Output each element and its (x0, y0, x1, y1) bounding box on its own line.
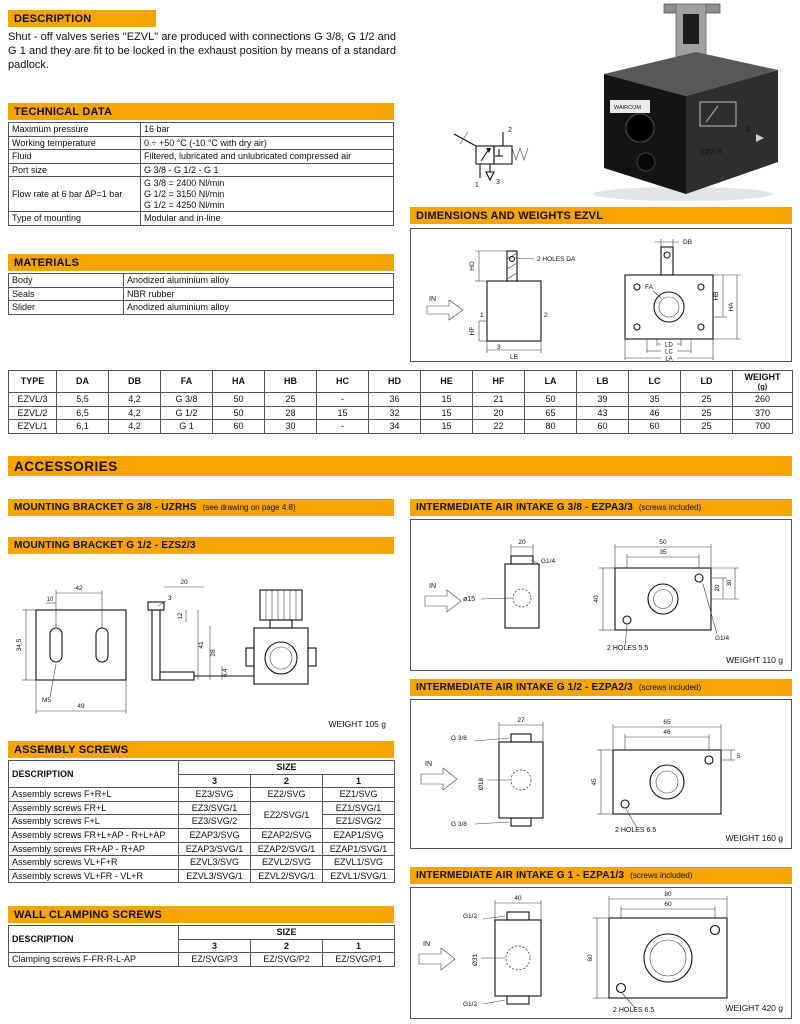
ezpa1-drawing-svg (411, 888, 791, 1018)
cell: 22 (473, 420, 525, 434)
cell: 36 (369, 393, 421, 407)
col-ha: HA (213, 371, 265, 393)
dim-label-5: 5 (737, 754, 741, 760)
cell: 4,2 (109, 406, 161, 420)
cell: 6,5 (57, 406, 109, 420)
front-view (615, 568, 711, 630)
thread-label-g38-top: G 3/8 (451, 735, 467, 742)
ezpa1-drawing (410, 887, 792, 1019)
table-row (9, 829, 395, 843)
ezvl-drawing-svg (411, 229, 791, 361)
col-he: HE (421, 371, 473, 393)
cell: 65 (525, 406, 577, 420)
size-2: 2 (251, 939, 323, 953)
row-label: Type of mounting (9, 212, 141, 226)
size-2: 2 (251, 774, 323, 788)
assembly-screws-table (8, 760, 395, 883)
cell: 80 (525, 420, 577, 434)
in-arrow (419, 948, 455, 970)
holes-label: 2 HOLES 5.5 (607, 645, 649, 652)
cell: Assembly screws F+L (9, 815, 179, 829)
ezpa3-drawing-svg (411, 520, 791, 670)
table-row (9, 420, 793, 434)
dim-label-49: 49 (77, 703, 85, 710)
dim-label-m5: M5 (42, 697, 52, 704)
table-row (9, 123, 394, 137)
cell: 15 (421, 420, 473, 434)
cell: G 1/2 (161, 406, 213, 420)
dim-label-la: LA (665, 356, 673, 361)
table-row (9, 150, 394, 164)
cell: 700 (733, 420, 793, 434)
ezpa2-weight: WEIGHT 160 g (725, 833, 783, 843)
cell: 25 (681, 420, 733, 434)
ezpa2-note: (screws included) (638, 683, 702, 692)
cell: EZ1/SVG/2 (323, 815, 395, 829)
col-description: DESCRIPTION (9, 926, 179, 953)
thread-label-g14-bottom: G1/4 (715, 635, 730, 642)
bracket12-header (8, 537, 394, 554)
dim-label-db: DB (683, 239, 693, 246)
dim-label-lb: LB (510, 354, 518, 361)
side-view (487, 251, 541, 341)
table-row (9, 953, 395, 967)
valve-product-photo (548, 2, 793, 207)
dimensions-header (410, 207, 792, 224)
dim-label-hd: HD (469, 261, 476, 271)
cell: Assembly screws F+R+L (9, 788, 179, 802)
in-label: IN (429, 296, 436, 303)
dim-label-o31: Ø31 (472, 953, 479, 967)
row-label: Maximum pressure (9, 123, 141, 137)
in-label: IN (429, 583, 436, 590)
row-value (141, 177, 394, 212)
assembly-screws-title: ASSEMBLY SCREWS (14, 743, 129, 756)
dim-label-o15: ø15 (463, 596, 476, 603)
in-label: IN (423, 941, 430, 948)
cell: 60 (629, 420, 681, 434)
description-title: DESCRIPTION (14, 12, 92, 25)
in-arrow (425, 590, 461, 612)
dim-label-40: 40 (514, 895, 522, 902)
port-3-label: 3 (496, 179, 500, 186)
table-row (9, 393, 793, 407)
cell: EZVL1/SVG/1 (323, 869, 395, 883)
col-hc: HC (317, 371, 369, 393)
header-row (9, 371, 793, 393)
thread-label-g38-bottom: G 3/8 (451, 821, 467, 828)
flow-line-1: G 3/8 = 2400 Nl/min (144, 178, 225, 189)
cell: EZVL/1 (9, 420, 57, 434)
cell: 46 (629, 406, 681, 420)
front-view (609, 918, 727, 998)
dim-label-345: 34,5 (16, 638, 23, 652)
cell: 5,5 (57, 393, 109, 407)
col-description: DESCRIPTION (9, 761, 179, 788)
materials-header (8, 254, 394, 271)
row-value: Filtered, lubricated and unlubricated compressed air (141, 150, 394, 164)
dim-label-35: 35 (659, 549, 667, 556)
table-row (9, 177, 394, 212)
cell: 15 (421, 406, 473, 420)
ezpa2-header (410, 679, 792, 696)
cell: EZ/SVG/P3 (179, 953, 251, 967)
port-hole-small (637, 153, 655, 171)
port-3-label: 3 (497, 344, 501, 351)
cell: 4,2 (109, 420, 161, 434)
description-body: Shut - off valves series "EZVL" are produced with connections G 3/8, G 1/2 and G 1 and they are fit to be locked in the exhaust position by means of a standard padlock. (8, 31, 396, 71)
cell: 35 (629, 393, 681, 407)
cell: 6,1 (57, 420, 109, 434)
cell: 32 (369, 406, 421, 420)
cell: 50 (525, 393, 577, 407)
cell: EZ2/SVG (251, 788, 323, 802)
model-marking: EZVL3 (700, 149, 722, 156)
header-row (9, 926, 395, 940)
ezpa3-note: (screws included) (638, 503, 702, 512)
row-value: Anodized aluminium alloy (124, 301, 394, 315)
row-value: 0 ÷ +50 °C (-10 °C with dry air) (141, 136, 394, 150)
bracket-front-view (36, 610, 126, 680)
technical-data-table (8, 122, 394, 226)
port-1-label: 1 (480, 312, 484, 319)
table-row (9, 406, 793, 420)
cell: Assembly screws FR+AP - R+AP (9, 842, 179, 856)
col-da: DA (57, 371, 109, 393)
ezpa1-title: INTERMEDIATE AIR INTAKE G 1 - EZPA1/3 (416, 870, 625, 881)
ezvl-dimensions-drawing (410, 228, 792, 362)
in-arrow (421, 768, 457, 790)
cell: EZ3/SVG/2 (179, 815, 251, 829)
cell: EZVL/2 (9, 406, 57, 420)
cell: EZVL3/SVG/1 (179, 869, 251, 883)
row-label: Working temperature (9, 136, 141, 150)
dim-label-20: 20 (518, 539, 526, 546)
cell: 50 (213, 393, 265, 407)
cell: EZ1/SVG (323, 788, 395, 802)
table-row (9, 788, 395, 802)
cell: G 3/8 (161, 393, 213, 407)
cell: 50 (213, 406, 265, 420)
dim-label-46: 46 (663, 729, 671, 736)
cell: 15 (317, 406, 369, 420)
size-1: 1 (323, 774, 395, 788)
cell: EZAP2/SVG/1 (251, 842, 323, 856)
ezpa3-header (410, 499, 792, 516)
port-1-label: 1 (475, 182, 479, 189)
cell: EZAP1/SVG (323, 829, 395, 843)
cell: 60 (213, 420, 265, 434)
cell: EZ/SVG/P1 (323, 953, 395, 967)
row-value: Modular and in-line (141, 212, 394, 226)
col-hb: HB (265, 371, 317, 393)
cell: 39 (577, 393, 629, 407)
materials-title: MATERIALS (14, 256, 80, 269)
dim-label-3: 3 (168, 595, 172, 602)
dim-label-hf: HF (469, 326, 476, 336)
ezpa1-note: (screws included) (630, 871, 693, 880)
table-row (9, 842, 395, 856)
cell: 25 (265, 393, 317, 407)
col-hf: HF (473, 371, 525, 393)
ezpa3-title: INTERMEDIATE AIR INTAKE G 3/8 - EZPA3/3 (416, 502, 633, 513)
dim-label-fa: FA (645, 284, 653, 291)
accessories-title: ACCESSORIES (14, 458, 118, 474)
thread-label-g12-top: G1/2 (463, 913, 478, 920)
cell: Assembly screws VL+FR - VL+R (9, 869, 179, 883)
col-weight: WEIGHT (g) (733, 371, 793, 393)
dim-label-ha: HA (728, 302, 735, 312)
dim-label-28: 28 (210, 649, 217, 657)
dim-label-12: 12 (178, 612, 184, 620)
dim-label-50: 50 (659, 539, 667, 546)
ezpa3-weight: WEIGHT 110 g (726, 655, 783, 665)
table-row (9, 212, 394, 226)
wall-clamping-header (8, 906, 394, 923)
front-view (613, 750, 721, 814)
row-label: Port size (9, 163, 141, 177)
dimensions-table (8, 370, 793, 434)
col-db: DB (109, 371, 161, 393)
cell: 20 (473, 406, 525, 420)
in-arrow (427, 300, 463, 320)
ezpa2-title: INTERMEDIATE AIR INTAKE G 1/2 - EZPA2/3 (416, 682, 633, 693)
bracket-side-view (148, 602, 194, 680)
cell: EZ1/SVG/1 (323, 801, 395, 815)
dim-label-20: 20 (180, 579, 188, 586)
cell: 60 (577, 420, 629, 434)
front-view (625, 247, 713, 339)
cell: 4,2 (109, 393, 161, 407)
cell: Assembly screws VL+F+R (9, 856, 179, 870)
row-label: Body (9, 274, 124, 288)
ezpa1-weight: WEIGHT 420 g (725, 1003, 783, 1013)
table-row (9, 869, 395, 883)
description-header (8, 10, 156, 27)
row-value: 16 bar (141, 123, 394, 137)
cell: Assembly screws FR+L+AP - R+L+AP (9, 829, 179, 843)
dim-label-60: 60 (664, 901, 672, 908)
materials-table (8, 273, 394, 315)
cell: EZAP3/SVG/1 (179, 842, 251, 856)
bracket38-title: MOUNTING BRACKET G 3/8 - UZRHS (14, 502, 197, 513)
cell: EZAP1/SVG/1 (323, 842, 395, 856)
ezpa1-header (410, 867, 792, 884)
regulator-drawing (194, 590, 316, 684)
cell: 34 (369, 420, 421, 434)
dim-label-80: 80 (664, 891, 672, 898)
cell: Clamping screws F-FR-R-L-AP (9, 953, 179, 967)
port-2-label: 2 (544, 312, 548, 319)
col-type: TYPE (9, 371, 57, 393)
dim-label-64: 6,4 (223, 668, 229, 678)
port-hole-large (626, 114, 654, 142)
row-value: Anodized aluminium alloy (124, 274, 394, 288)
dim-label-65: 65 (663, 719, 671, 726)
row-label: Flow rate at 6 bar ΔP=1 bar (9, 177, 141, 212)
dim-label-ld: LD (665, 342, 673, 349)
bracket12-title: MOUNTING BRACKET G 1/2 - EZS2/3 (14, 540, 196, 551)
table-row (9, 163, 394, 177)
col-lb: LB (577, 371, 629, 393)
dim-label-20r: 20 (715, 584, 721, 592)
row-value: G 3/8 - G 1/2 - G 1 (141, 163, 394, 177)
size-3: 3 (179, 774, 251, 788)
valve-schematic-symbol (438, 118, 556, 203)
cell: EZ2/SVG/1 (251, 801, 323, 828)
cell: EZVL2/SVG/1 (251, 869, 323, 883)
assembly-screws-header (8, 741, 394, 758)
cell: 43 (577, 406, 629, 420)
dim-label-60l: 60 (587, 954, 594, 962)
table-row (9, 287, 394, 301)
bracket-drawing-svg (8, 556, 394, 726)
flow-line-3: G 1/2 = 4250 Nl/min (144, 199, 225, 210)
cell: 260 (733, 393, 793, 407)
bracket38-note: (see drawing on page 4.8) (202, 503, 296, 512)
dim-label-27: 27 (517, 717, 525, 724)
cell: EZVL/3 (9, 393, 57, 407)
flow-line-2: G 1/2 = 3150 Nl/min (144, 189, 225, 200)
side-view (505, 556, 539, 628)
bracket-drawing (8, 556, 394, 734)
cell: EZ/SVG/P2 (251, 953, 323, 967)
cell: - (317, 393, 369, 407)
table-row (9, 801, 395, 815)
ezpa3-drawing (410, 519, 792, 671)
header-row (9, 761, 395, 775)
cell: EZAP3/SVG (179, 829, 251, 843)
dim-label-10: 10 (46, 597, 54, 603)
thread-label-g14-top: G1/4 (541, 558, 556, 565)
wall-clamping-table (8, 925, 395, 967)
row-value: NBR rubber (124, 287, 394, 301)
dim-label-hb: HB (713, 291, 720, 301)
cell: Assembly screws FR+L (9, 801, 179, 815)
cell: 25 (681, 393, 733, 407)
accessories-header (8, 456, 792, 476)
in-label: IN (425, 761, 432, 768)
size-3: 3 (179, 939, 251, 953)
cell: G 1 (161, 420, 213, 434)
table-row (9, 274, 394, 288)
col-la: LA (525, 371, 577, 393)
dim-label-41: 41 (198, 641, 205, 649)
cell: 370 (733, 406, 793, 420)
dim-label-40: 40 (593, 595, 600, 603)
cell: - (317, 420, 369, 434)
holes-label: 2 HOLES 6.5 (615, 827, 657, 834)
technical-data-title: TECHNICAL DATA (14, 105, 113, 118)
dim-label-o18: Ø18 (478, 777, 485, 791)
table-row (9, 301, 394, 315)
holes-da-label: 2 HOLES DA (537, 256, 576, 263)
dim-label-42: 42 (75, 585, 83, 592)
bracket38-header (8, 499, 394, 516)
row-label: Seals (9, 287, 124, 301)
col-lc: LC (629, 371, 681, 393)
table-row (9, 815, 395, 829)
cell: EZ3/SVG/1 (179, 801, 251, 815)
row-label: Slider (9, 301, 124, 315)
dimensions-title: DIMENSIONS AND WEIGHTS EZVL (416, 209, 604, 222)
wall-clamping-title: WALL CLAMPING SCREWS (14, 908, 163, 921)
cell: EZAP2/SVG (251, 829, 323, 843)
thread-label-g12-bottom: G1/2 (463, 1001, 478, 1008)
dim-label-30: 30 (727, 579, 733, 587)
col-size: SIZE (179, 761, 395, 775)
cell: EZVL2/SVG (251, 856, 323, 870)
ezpa2-drawing-svg (411, 700, 791, 848)
table-row (9, 856, 395, 870)
cell: 15 (421, 393, 473, 407)
cell: 28 (265, 406, 317, 420)
dim-label-45: 45 (591, 778, 598, 786)
col-hd: HD (369, 371, 421, 393)
dim-label-lc: LC (665, 349, 673, 356)
size-1: 1 (323, 939, 395, 953)
cell: 30 (265, 420, 317, 434)
bracket-weight: WEIGHT 105 g (328, 719, 386, 729)
brand-label: WAIRCOM (614, 105, 641, 111)
cell: EZ3/SVG (179, 788, 251, 802)
col-size: SIZE (179, 926, 395, 940)
col-ld: LD (681, 371, 733, 393)
table-row (9, 136, 394, 150)
ezpa2-drawing (410, 699, 792, 849)
cell: 25 (681, 406, 733, 420)
cell: EZVL3/SVG (179, 856, 251, 870)
technical-data-header (8, 103, 394, 120)
row-label: Fluid (9, 150, 141, 164)
cell: 21 (473, 393, 525, 407)
col-fa: FA (161, 371, 213, 393)
port-2-marking: 2 (746, 125, 751, 134)
port-2-label: 2 (508, 127, 512, 134)
cell: EZVL1/SVG (323, 856, 395, 870)
holes-label: 2 HOLES 6.5 (613, 1007, 655, 1014)
lock-slot (683, 14, 699, 44)
